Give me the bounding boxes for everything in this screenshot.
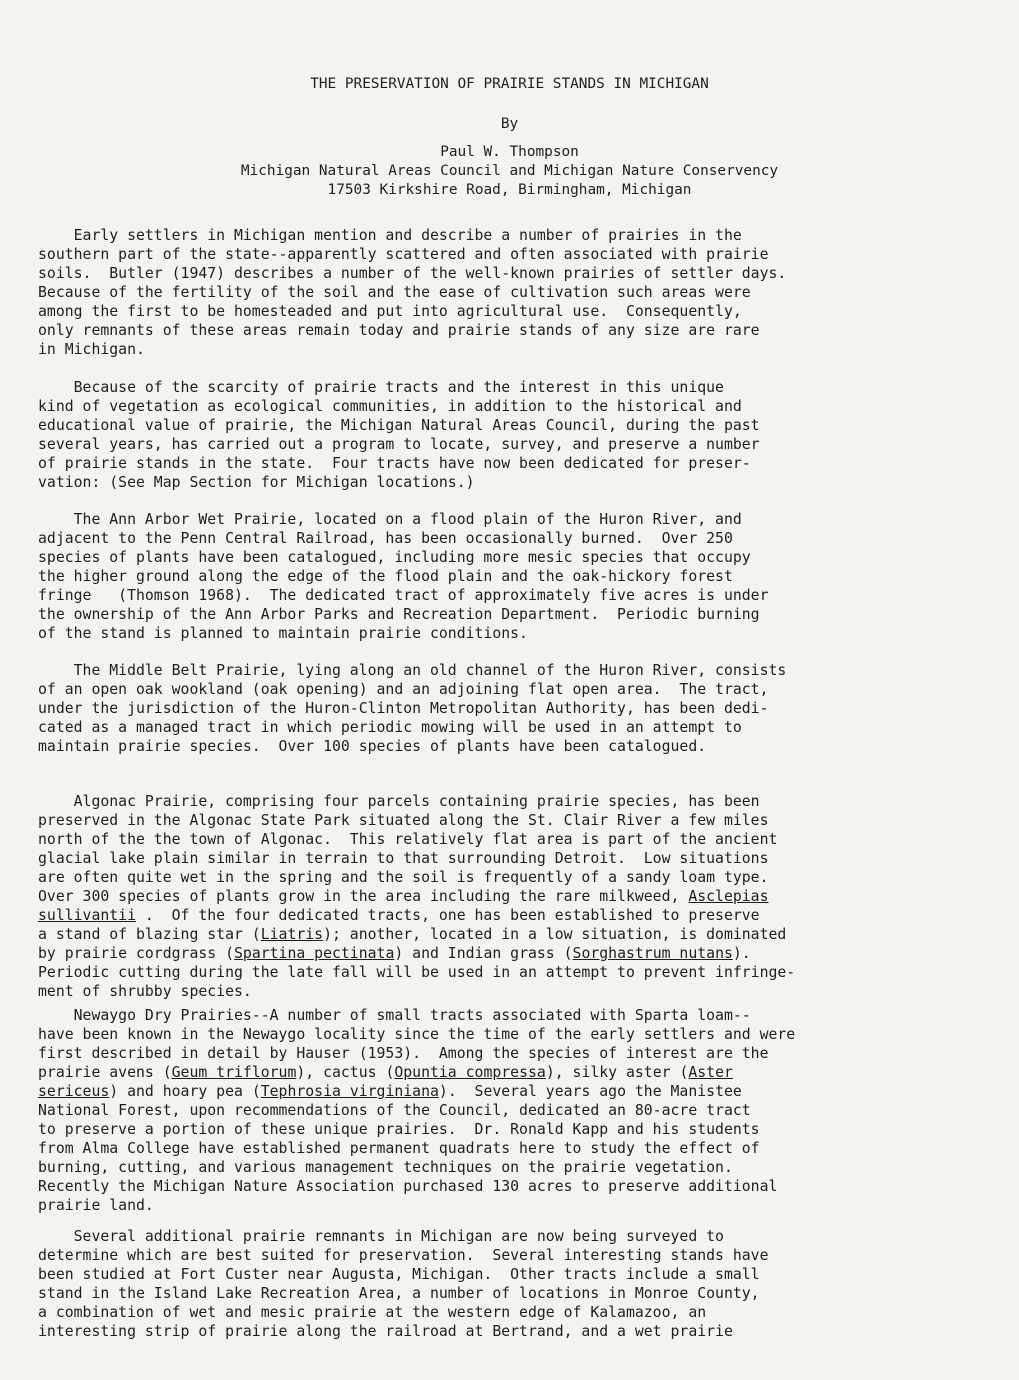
text-run: ) and hoary pea ( <box>109 1083 261 1100</box>
paragraph-line <box>38 1227 724 1246</box>
text-run: preserved in the Algonac State Park situated along the St. Clair River a few miles <box>38 812 769 829</box>
text-run: maintain prairie species. Over 100 species of plants have been catalogued. <box>38 738 707 755</box>
paragraph-line <box>38 1246 769 1265</box>
paragraph-line <box>38 245 769 264</box>
paragraph-line <box>38 830 777 849</box>
text-run: in Michigan. <box>38 341 145 358</box>
text-run: vation: (See Map Section for Michigan locations.) <box>38 474 475 491</box>
paragraph-line <box>38 586 769 605</box>
text-run: of an open oak wookland (oak opening) and an adjoining flat open area. The tract, <box>38 681 769 698</box>
paragraph-line <box>38 982 252 1001</box>
scientific-name: Geum triflorum <box>171 1064 297 1081</box>
paragraph-line <box>38 849 769 868</box>
scientific-name: sericeus <box>38 1083 110 1100</box>
text-run: are often quite wet in the spring and the soil is frequently of a sandy loam type. <box>38 869 769 886</box>
paragraph-line <box>38 925 786 944</box>
text-run: burning, cutting, and various management techniques on the prairie vegetation. <box>38 1159 733 1176</box>
text-run: among the first to be homesteaded and put into agricultural use. Consequently, <box>38 303 742 320</box>
text-run: cated as a managed tract in which periodic mowing will be used in an attempt to <box>38 719 742 736</box>
text-run: the ownership of the Ann Arbor Parks and Recreation Department. Periodic burning <box>38 606 760 623</box>
text-run: Early settlers in Michigan mention and describe a number of prairies in the <box>38 227 742 244</box>
paragraph-line <box>38 887 769 906</box>
paragraph-line <box>38 1196 154 1215</box>
scientific-name: Sorghastrum nutans <box>572 945 733 962</box>
paragraph-line <box>38 1158 733 1177</box>
scientific-name: Liatris <box>260 926 324 943</box>
text-run: The Ann Arbor Wet Prairie, located on a flood plain of the Huron River, and <box>38 511 742 528</box>
text-run: ), cactus ( <box>296 1064 395 1081</box>
paragraph-line <box>38 1006 751 1025</box>
paragraph-line <box>38 605 760 624</box>
text-run: determine which are best suited for preservation. Several interesting stands have <box>38 1247 769 1264</box>
paragraph-line <box>38 1303 706 1322</box>
paragraph-line <box>38 302 742 321</box>
scientific-name: Aster <box>688 1064 733 1081</box>
author-affiliation: Michigan Natural Areas Council and Michigan Nature Conservency <box>240 163 779 179</box>
paragraph-line <box>38 680 769 699</box>
text-run: ) and Indian grass ( <box>394 945 573 962</box>
paragraph-line <box>38 397 742 416</box>
paragraph-line <box>38 1082 742 1101</box>
scientific-name: sullivantii <box>38 907 136 924</box>
text-run: first described in detail by Hauser (1953). Among the species of interest are the <box>38 1045 769 1062</box>
text-run: Periodic cutting during the late fall will be used in an attempt to prevent infringe- <box>38 964 796 981</box>
paragraph-line <box>38 1265 760 1284</box>
paragraph-line <box>38 906 760 925</box>
text-run: The Middle Belt Prairie, lying along an old channel of the Huron River, consists <box>38 662 787 679</box>
text-run: interesting strip of prairie along the railroad at Bertrand, and a wet prairie <box>38 1323 733 1340</box>
paragraph-line <box>38 699 769 718</box>
paragraph-line <box>38 1044 769 1063</box>
text-run: the higher ground along the edge of the flood plain and the oak-hickory forest <box>38 568 733 585</box>
paragraph-line <box>38 963 795 982</box>
author-address: 17503 Kirkshire Road, Birmingham, Michigan <box>327 182 692 198</box>
paragraph-line <box>38 944 751 963</box>
text-run: Because of the scarcity of prairie tracts and the interest in this unique <box>38 379 724 396</box>
paragraph-line <box>38 1139 760 1158</box>
paragraph-line <box>38 416 760 435</box>
paragraph-line <box>38 340 145 359</box>
text-run: of the stand is planned to maintain prairie conditions. <box>38 625 528 642</box>
paragraph-line <box>38 718 742 737</box>
paragraph-line <box>38 811 769 830</box>
text-run: Because of the fertility of the soil and the ease of cultivation such areas were <box>38 284 751 301</box>
paragraph-line <box>38 1101 751 1120</box>
text-run: of prairie stands in the state. Four tracts have now been dedicated for preser- <box>38 455 751 472</box>
paragraph-line <box>38 737 706 756</box>
paragraph-line <box>38 321 760 340</box>
text-run: glacial lake plain similar in terrain to that surrounding Detroit. Low situations <box>38 850 769 867</box>
paragraph-line <box>38 661 786 680</box>
text-run: by prairie cordgrass ( <box>38 945 234 962</box>
text-run: species of plants have been catalogued, including more mesic species that occupy <box>38 549 751 566</box>
text-run: adjacent to the Penn Central Railroad, has been occasionally burned. Over 250 <box>38 530 733 547</box>
text-run: ); another, located in a low situation, is dominated <box>323 926 787 943</box>
paragraph-line <box>38 567 733 586</box>
text-run: several years, has carried out a program to locate, survey, and preserve a number <box>38 436 760 453</box>
paragraph-line <box>38 473 475 492</box>
scientific-name: Asclepias <box>688 888 769 905</box>
paragraph-line <box>38 1284 760 1303</box>
text-run: only remnants of these areas remain today and prairie stands of any size are rare <box>38 322 760 339</box>
text-run: from Alma College have established permanent quadrats here to study the effect of <box>38 1140 760 1157</box>
text-run: ), silky aster ( <box>545 1064 689 1081</box>
text-run: been studied at Fort Custer near Augusta, Michigan. Other tracts include a small <box>38 1266 760 1283</box>
text-run: ment of shrubby species. <box>38 983 252 1000</box>
paragraph-line <box>38 454 751 473</box>
paragraph-line <box>38 283 751 302</box>
text-run: educational value of prairie, the Michigan Natural Areas Council, during the past <box>38 417 760 434</box>
text-run: north of the the town of Algonac. This relatively flat area is part of the ancient <box>38 831 778 848</box>
text-run: Newaygo Dry Prairies--A number of small tracts associated with Sparta loam-- <box>38 1007 751 1024</box>
paragraph-line <box>38 1322 733 1341</box>
text-run: a combination of wet and mesic prairie at the western edge of Kalamazoo, an <box>38 1304 707 1321</box>
text-run: a stand of blazing star ( <box>38 926 261 943</box>
author-name: Paul W. Thompson <box>440 144 579 160</box>
text-run: soils. Butler (1947) describes a number of the well-known prairies of settler days. <box>38 265 787 282</box>
article-title: THE PRESERVATION OF PRAIRIE STANDS IN MICHIGAN <box>310 76 709 92</box>
paragraph-line <box>38 1063 733 1082</box>
paragraph-line <box>38 226 742 245</box>
paragraph-line <box>38 868 769 887</box>
text-run: Algonac Prairie, comprising four parcels containing prairie species, has been <box>38 793 760 810</box>
paragraph-line <box>38 435 760 454</box>
text-run: have been known in the Newaygo locality since the time of the early settlers and were <box>38 1026 796 1043</box>
text-run: Several additional prairie remnants in Michigan are now being surveyed to <box>38 1228 724 1245</box>
scientific-name: Spartina pectinata <box>234 945 395 962</box>
scientific-name: Tephrosia virginiana <box>260 1083 439 1100</box>
paragraph-line <box>38 1120 760 1139</box>
text-run: National Forest, upon recommendations of the Council, dedicated an 80-acre tract <box>38 1102 751 1119</box>
paragraph-line <box>38 1177 777 1196</box>
paragraph-line <box>38 264 786 283</box>
paragraph-line <box>38 792 760 811</box>
text-run: southern part of the state--apparently scattered and often associated with prairie <box>38 246 769 263</box>
scientific-name: Opuntia compressa <box>394 1064 546 1081</box>
text-run: stand in the Island Lake Recreation Area, a number of locations in Monroe County, <box>38 1285 760 1302</box>
text-run: prairie avens ( <box>38 1064 172 1081</box>
text-run: Over 300 species of plants grow in the area including the rare milkweed, <box>38 888 689 905</box>
text-run: fringe (Thomson 1968). The dedicated tract of approximately five acres is under <box>38 587 769 604</box>
text-run: ). Several years ago the Manistee <box>438 1083 742 1100</box>
text-run: to preserve a portion of these unique prairies. Dr. Ronald Kapp and his students <box>38 1121 760 1138</box>
text-run: kind of vegetation as ecological communities, in addition to the historical and <box>38 398 742 415</box>
paragraph-line <box>38 510 742 529</box>
paragraph-line <box>38 624 528 643</box>
byline-by: By <box>500 116 519 132</box>
text-run: under the jurisdiction of the Huron-Clinton Metropolitan Authority, has been dedi- <box>38 700 769 717</box>
paragraph-line <box>38 529 733 548</box>
paragraph-line <box>38 548 751 567</box>
text-run: prairie land. <box>38 1197 154 1214</box>
paragraph-line <box>38 378 724 397</box>
text-run: ). <box>732 945 751 962</box>
paragraph-line <box>38 1025 795 1044</box>
text-run: . Of the four dedicated tracts, one has been established to preserve <box>136 907 760 924</box>
text-run: Recently the Michigan Nature Association purchased 130 acres to preserve additional <box>38 1178 778 1195</box>
